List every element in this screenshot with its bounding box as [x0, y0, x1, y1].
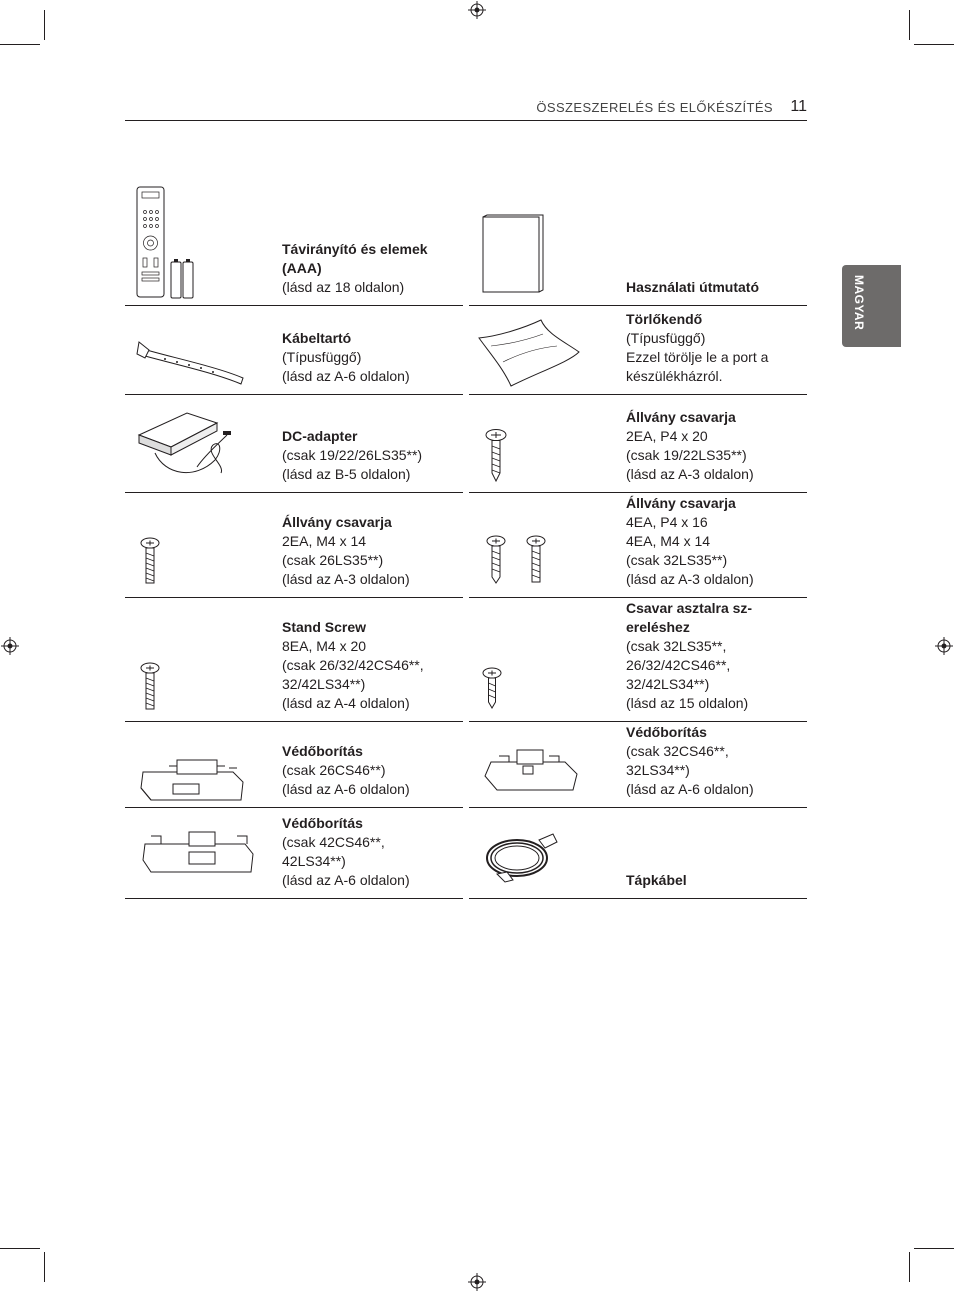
- registration-mark-icon: [468, 1, 486, 19]
- remote-icon: [125, 182, 275, 305]
- registration-mark-icon: [468, 1273, 486, 1291]
- accessory-detail: (csak 26CS46**): [282, 762, 386, 778]
- accessory-detail: 2EA, M4 x 14: [282, 533, 367, 549]
- accessory-detail: (lásd az A-6 oldalon): [626, 781, 754, 797]
- accessory-detail: (lásd az A-3 oldalon): [626, 571, 754, 587]
- accessory-item: [125, 306, 463, 395]
- accessory-title: Védőborítás: [282, 815, 363, 831]
- page-number: 11: [790, 98, 807, 115]
- accessory-item: [125, 182, 463, 306]
- accessory-item: [125, 808, 463, 899]
- accessory-description: [282, 513, 462, 589]
- accessory-detail: (lásd az B-5 oldalon): [282, 466, 411, 482]
- accessory-title: Távirányító és elemek (AAA): [282, 241, 428, 276]
- screw-icon: [469, 395, 619, 492]
- accessory-detail: (lásd az A-4 oldalon): [282, 695, 410, 711]
- accessory-title: Állvány csavarja: [282, 514, 392, 530]
- accessory-title: Állvány csavarja: [626, 495, 736, 511]
- accessory-detail: 4EA, P4 x 16: [626, 514, 708, 530]
- crop-mark: [44, 10, 45, 40]
- accessory-title: Használati útmutató: [626, 279, 760, 295]
- accessory-detail: (Típusfüggő): [282, 349, 362, 365]
- crop-mark: [909, 10, 910, 40]
- accessory-detail: (Típusfüggő): [626, 330, 706, 346]
- manual-icon: [469, 182, 619, 305]
- cloth-icon: [469, 306, 619, 394]
- accessory-detail: 2EA, P4 x 20: [626, 428, 708, 444]
- accessory-title: Védőborítás: [282, 743, 363, 759]
- crop-mark: [44, 1252, 45, 1282]
- accessory-detail: 8EA, M4 x 20: [282, 638, 367, 654]
- accessory-detail: (csak 42CS46**,: [282, 834, 385, 850]
- accessory-detail: Ezzel törölje le a port a: [626, 349, 769, 365]
- page-header: [125, 98, 807, 121]
- accessory-detail: (lásd az A-3 oldalon): [626, 466, 754, 482]
- accessory-detail: (csak 32CS46**,: [626, 743, 729, 759]
- accessory-detail: (lásd az A-3 oldalon): [282, 571, 410, 587]
- power-cable-icon: [469, 808, 619, 898]
- cover-icon: [469, 722, 619, 807]
- accessory-detail: (lásd az 15 oldalon): [626, 695, 749, 711]
- crop-mark: [914, 1248, 954, 1249]
- accessory-title: DC-adapter: [282, 428, 358, 444]
- accessory-detail: készülékházról.: [626, 368, 723, 384]
- accessory-item: [469, 808, 807, 899]
- accessory-description: [282, 427, 462, 484]
- accessory-item: [469, 306, 807, 395]
- language-tab: [842, 265, 901, 347]
- accessory-detail: (csak 32LS35**): [626, 552, 728, 568]
- accessory-description: [626, 278, 806, 297]
- registration-mark-icon: [1, 637, 19, 655]
- accessory-detail: 32/42LS34**): [626, 676, 710, 692]
- language-tab-label: MAGYAR: [852, 275, 866, 331]
- accessory-item: [469, 598, 807, 722]
- accessory-description: [626, 310, 806, 386]
- accessory-description: [626, 408, 806, 484]
- accessory-title: Stand Screw: [282, 619, 367, 635]
- crop-mark: [914, 44, 954, 45]
- accessory-item: [469, 395, 807, 493]
- crop-mark: [0, 1248, 40, 1249]
- accessory-description: [626, 494, 806, 589]
- registration-mark-icon: [935, 637, 953, 655]
- accessory-detail: (csak 26LS35**): [282, 552, 384, 568]
- accessory-item: [125, 395, 463, 493]
- accessory-title: Tápkábel: [626, 872, 687, 888]
- accessory-description: [282, 742, 462, 799]
- accessory-detail: (csak 19/22LS35**): [626, 447, 747, 463]
- cover-icon: [125, 808, 275, 898]
- accessory-detail: 4EA, M4 x 14: [626, 533, 711, 549]
- accessory-item: [125, 493, 463, 598]
- accessory-description: [282, 618, 462, 713]
- screw-icon: [469, 598, 619, 721]
- accessory-title: Csavar asztalra sz-ereléshez: [626, 600, 753, 635]
- accessory-detail: (csak 19/22/26LS35**): [282, 447, 423, 463]
- accessory-title: Kábeltartó: [282, 330, 352, 346]
- accessory-description: [282, 329, 462, 386]
- accessory-detail: 26/32/42CS46**,: [626, 657, 731, 673]
- accessory-item: [125, 598, 463, 722]
- accessory-title: Állvány csavarja: [626, 409, 736, 425]
- screw-icon: [125, 598, 275, 721]
- crop-mark: [909, 1252, 910, 1282]
- cover-icon: [125, 722, 275, 807]
- accessory-description: [282, 814, 462, 890]
- accessory-detail: 42LS34**): [282, 853, 346, 869]
- crop-mark: [0, 44, 40, 45]
- dc-adapter-icon: [125, 395, 275, 492]
- accessory-item: [469, 722, 807, 808]
- accessory-detail: (csak 32LS35**,: [626, 638, 727, 654]
- screw-pair-icon: [469, 493, 619, 597]
- accessory-description: [282, 240, 462, 297]
- cable-holder-icon: [125, 306, 275, 394]
- accessory-detail: 32/42LS34**): [282, 676, 366, 692]
- screw-icon: [125, 493, 275, 597]
- accessory-item: [469, 493, 807, 598]
- accessory-detail: (lásd az A-6 oldalon): [282, 368, 410, 384]
- accessory-detail: (lásd az A-6 oldalon): [282, 781, 410, 797]
- accessory-detail: (lásd az 18 oldalon): [282, 279, 405, 295]
- accessory-description: [626, 723, 806, 799]
- accessory-description: [626, 599, 806, 713]
- accessory-detail: (csak 26/32/42CS46**,: [282, 657, 424, 673]
- accessory-detail: 32LS34**): [626, 762, 690, 778]
- accessory-title: Védőborítás: [626, 724, 707, 740]
- accessory-detail: (lásd az A-6 oldalon): [282, 872, 410, 888]
- section-title: ÖSSZESZERELÉS ÉS ELŐKÉSZÍTÉS: [536, 100, 773, 115]
- accessory-item: [125, 722, 463, 808]
- accessory-description: [626, 871, 806, 890]
- accessory-title: Törlőkendő: [626, 311, 703, 327]
- accessory-item: [469, 182, 807, 306]
